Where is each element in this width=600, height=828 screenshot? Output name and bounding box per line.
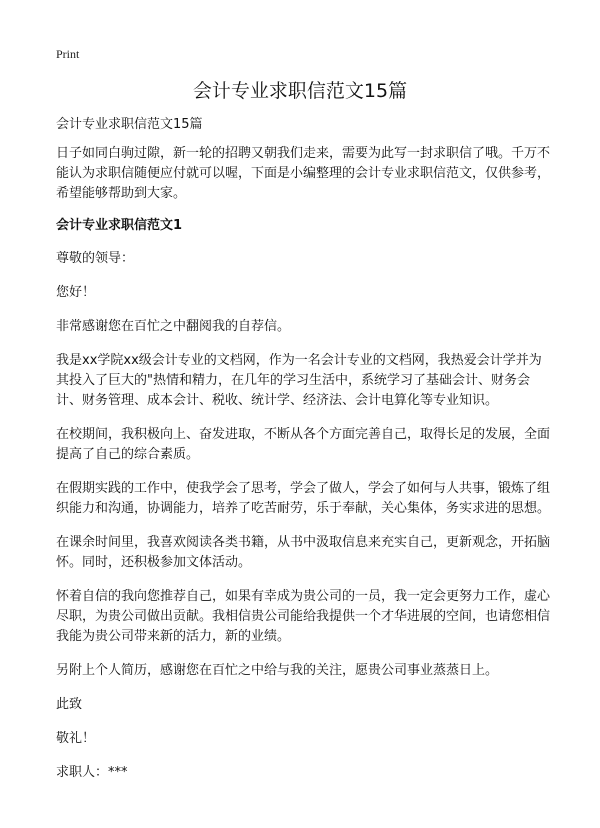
document-body: [56, 115, 550, 797]
letter-salutation: 尊敬的领导：: [56, 251, 135, 266]
letter-paragraph: 非常感谢您在百忙之中翻阅我的自荐信。: [56, 319, 291, 334]
print-link[interactable]: Print: [56, 47, 80, 61]
letter-paragraph: 怀着自信的我向您推荐自己，如果有幸成为贵公司的一员，我一定会更努力工作，虚心尽职，为贵公司做出贡献。我相信贵公司能给我提供一个才华进展的空间，也请您相信我能为贵公司带来新的活力，新的业绩。: [56, 589, 551, 644]
intro-paragraph: 日子如同白驹过隙，新一轮的招聘又朝我们走来，需要为此写一封求职信了哦。千万不能认为求职信随便应付就可以喔，下面是小编整理的会计专业求职信范文，仅供参考，希望能够帮助到大家。: [56, 146, 551, 201]
letter-paragraph: 另附上个人简历，感谢您在百忙之中给与我的关注，愿贵公司事业蒸蒸日上。: [56, 663, 499, 678]
letter-paragraph: 在课余时间里，我喜欢阅读各类书籍，从书中汲取信息来充实自己，更新观念，开拓脑怀。同时，还积极参加文体活动。: [56, 535, 551, 570]
letter-paragraph: 在假期实践的工作中，使我学会了思考，学会了做人，学会了如何与人共事，锻炼了组织能力和沟通，协调能力，培养了吃苦耐劳，乐于奉献，关心集体，务实求进的思想。: [56, 481, 551, 516]
letter-paragraph: 在校期间，我积极向上、奋发进取，不断从各个方面完善自己，取得长足的发展，全面提高了自己的综合素质。: [56, 427, 551, 462]
letter-paragraph: 我是xx学院xx级会计专业的文档网，作为一名会计专业的文档网，我热爱会计学并为其投入了巨大的"热情和精力，在几年的学习生活中，系统学习了基础会计、财务会计、财务管理、成本会计、税收、统计学、经济法、会计电算化等专业知识。: [56, 353, 542, 408]
letter-closing: 此致: [56, 697, 83, 712]
section-heading: 会计专业求职信范文1: [56, 218, 183, 233]
page-title: 会计专业求职信范文15篇: [192, 80, 408, 102]
document-subtitle: 会计专业求职信范文15篇: [56, 117, 203, 132]
letter-regards: 敬礼！: [56, 731, 96, 746]
letter-greeting: 您好！: [56, 285, 96, 300]
letter-signature: 求职人：***: [56, 765, 128, 780]
